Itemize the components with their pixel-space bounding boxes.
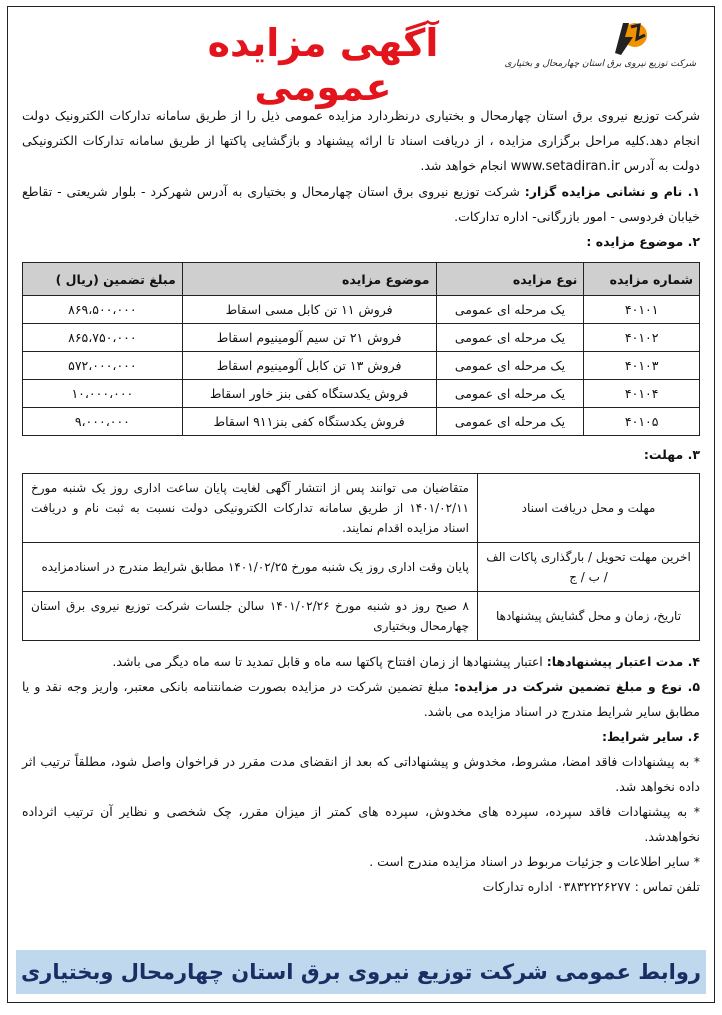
col-number: شماره مزایده: [584, 263, 700, 296]
header: [8, 7, 714, 109]
section-1-text: شرکت توزیع نیروی برق استان چهارمحال و بختیاری به آدرس شهرکرد - بلوار شریعتی - تقاطع خیابان فردوسی - امور بازرگانی- اداره تدارکات.: [22, 184, 700, 224]
company-logo-text: شرکت توزیع نیروی برق استان چهارمحال و بختیاری: [504, 59, 696, 69]
section-5-title: ۵. نوع و مبلغ تضمین شرکت در مزایده:: [454, 679, 700, 694]
cell-subject: فروش ۲۱ تن سیم آلومینیوم اسقاط: [182, 324, 436, 352]
contact-phone: تلفن تماس : ۰۳۸۳۲۲۲۶۲۷۷ اداره تدارکات: [482, 879, 700, 894]
cell-amount: ۱۰،۰۰۰،۰۰۰: [23, 380, 183, 408]
condition-item: * به پیشنهادات فاقد امضا، مشروط، مخدوش و پیشنهاداتی که بعد از انقضای مدت مقرر در فراخوان واصل شود، مطلقاً ترتیب اثر داده نخواهد شد.: [22, 754, 700, 794]
deadline-table: [22, 473, 700, 641]
auction-items-table: [22, 262, 700, 436]
intro-text: شرکت توزیع نیروی برق استان چهارمحال و بختیاری درنظردارد مزایده عمومی ذیل را از طریق سامانه تدارکات الکترونیک دولت انجام دهد.کلیه مراحل برگزاری مزایده ، از دریافت اسناد تا ارائه پیشنهاد و بازگشایی پاکتها از طریق سامانه تدارکات الکترونیکی دولت به آدرس: [22, 108, 700, 173]
cell-type: یک مرحله ای عمومی: [436, 296, 584, 324]
deadline-label: اخرین مهلت تحویل / بارگذاری پاکات الف / ب / ج: [478, 543, 700, 592]
section-4-text: اعتبار پیشنهادها از زمان افتتاح پاکتها سه ماه و قابل تمدید تا سه ماه دیگر می باشد.: [112, 654, 547, 669]
cell-amount: ۸۶۹،۵۰۰،۰۰۰: [23, 296, 183, 324]
footer-banner: [16, 950, 706, 994]
cell-number: ۴۰۱۰۱: [584, 296, 700, 324]
cell-type: یک مرحله ای عمومی: [436, 352, 584, 380]
setadiran-link[interactable]: www.setadiran.ir: [510, 159, 620, 174]
table-row: [23, 408, 700, 436]
cell-type: یک مرحله ای عمومی: [436, 324, 584, 352]
col-amount: مبلغ تضمین (ریال ): [23, 263, 183, 296]
cell-number: ۴۰۱۰۴: [584, 380, 700, 408]
deadline-row: [23, 474, 700, 543]
cell-amount: ۵۷۲،۰۰۰،۰۰۰: [23, 352, 183, 380]
cell-type: یک مرحله ای عمومی: [436, 408, 584, 436]
deadline-value: ۸ صبح روز دو شنبه مورخ ۱۴۰۱/۰۲/۲۶ سالن جلسات شرکت توزیع نیروی برق استان چهارمحال وبختیاری: [23, 592, 478, 641]
cell-number: ۴۰۱۰۲: [584, 324, 700, 352]
table-header-row: [23, 263, 700, 296]
cell-number: ۴۰۱۰۳: [584, 352, 700, 380]
notice-page: [7, 6, 715, 1003]
condition-item: * به پیشنهادات فاقد سپرده، سپرده های مخدوش، سپرده های کمتر از میزان مقرر، چک شخصی و نظایر آن ترتیب اثرداده نخواهدشد.: [22, 804, 700, 844]
section-1-title: ۱. نام و نشانی مزایده گزار:: [524, 184, 700, 199]
deadline-label: مهلت و محل دریافت اسناد: [478, 474, 700, 543]
deadline-row: [23, 543, 700, 592]
page-title: آگهی مزایده عمومی: [207, 21, 439, 109]
intro-suffix: انجام خواهد شد.: [420, 158, 511, 173]
section-4: [22, 649, 700, 674]
deadline-row: [23, 592, 700, 641]
section-6-title: ۶. سایر شرایط:: [602, 729, 700, 744]
cell-subject: فروش ۱۳ تن کابل آلومینیوم اسقاط: [182, 352, 436, 380]
col-type: نوع مزایده: [436, 263, 584, 296]
deadline-label: تاریخ، زمان و محل گشایش پیشنهادها: [478, 592, 700, 641]
table-row: [23, 352, 700, 380]
section-5-text: مبلغ تضمین شرکت در مزایده بصورت ضمانتنامه بانکی معتبر، واریز وجه نقد و یا مطابق سایر شرایط مندرج در اسناد مزایده می باشد.: [22, 679, 700, 719]
table-row: [23, 296, 700, 324]
condition-item: * سایر اطلاعات و جزئیات مربوط در اسناد مزایده مندرج است .: [369, 854, 700, 869]
table-row: [23, 324, 700, 352]
main-content: [8, 103, 714, 899]
section-2-title: ۲. موضوع مزایده :: [586, 234, 700, 249]
section-4-title: ۴. مدت اعتبار پیشنهادها:: [546, 654, 700, 669]
section-5: [22, 674, 700, 724]
col-subject: موضوع مزایده: [182, 263, 436, 296]
cell-amount: ۸۶۵،۷۵۰،۰۰۰: [23, 324, 183, 352]
cell-subject: فروش ۱۱ تن کابل مسی اسقاط: [182, 296, 436, 324]
deadline-value: متقاضیان می توانند پس از انتشار آگهی لغایت پایان ساعت اداری روز یک شنبه مورخ ۱۴۰۱/۰۲/۱۱ از طریق سامانه تدارکات الکترونیکی دولت نسبت به ثبت نام و دریافت اسناد مزایده اقدام نمایند.: [23, 474, 478, 543]
cell-subject: فروش یکدستگاه کفی بنز خاور اسقاط: [182, 380, 436, 408]
section-1: [22, 179, 700, 229]
cell-amount: ۹،۰۰۰،۰۰۰: [23, 408, 183, 436]
intro-paragraph: [22, 103, 700, 179]
section-3-title: ۳. مهلت:: [643, 447, 700, 462]
cell-type: یک مرحله ای عمومی: [436, 380, 584, 408]
footer-text: روابط عمومی شرکت توزیع نیروی برق استان چهارمحال وبختیاری: [21, 960, 701, 984]
table-row: [23, 380, 700, 408]
lightning-logo-icon: [607, 17, 655, 57]
cell-number: ۴۰۱۰۵: [584, 408, 700, 436]
cell-subject: فروش یکدستگاه کفی بنز۹۱۱ اسقاط: [182, 408, 436, 436]
deadline-value: پایان وقت اداری روز یک شنبه مورخ ۱۴۰۱/۰۲/۲۵ مطابق شرایط مندرج در اسنادمزایده: [23, 543, 478, 592]
company-logo: [504, 17, 696, 69]
